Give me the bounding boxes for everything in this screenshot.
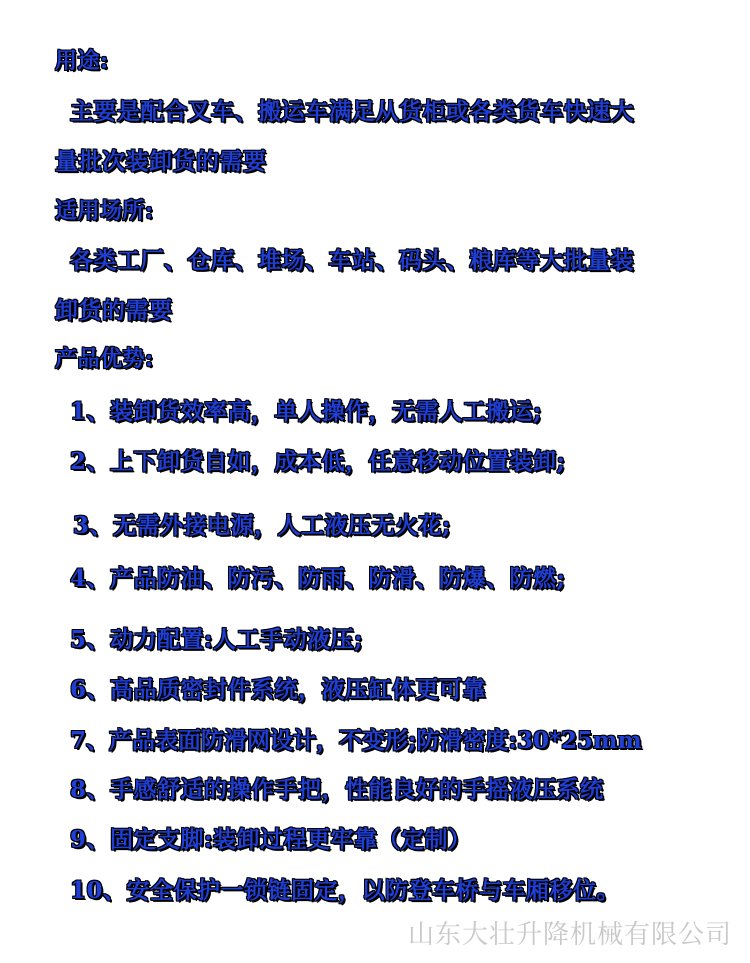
advantage-item-5: 5、动力配置:人工手动液压; xyxy=(70,626,363,653)
advantage-item-8: 8、手感舒适的操作手把，性能良好的手摇液压系统 xyxy=(70,776,604,803)
advantage-item-3: 3、无需外接电源，人工液压无火花; xyxy=(73,512,451,539)
places-text-line-2: 卸货的需要 xyxy=(55,297,173,324)
advantage-item-1: 1、装卸货效率高，单人操作，无需人工搬运; xyxy=(70,398,542,425)
places-heading: 适用场所: xyxy=(55,198,154,224)
advantage-item-2: 2、上下卸货自如，成本低，任意移动位置装卸; xyxy=(70,448,566,475)
company-watermark: 山东大壮升降机械有限公司 xyxy=(407,920,732,950)
places-text-line-1: 各类工厂、仓库、堆场、车站、码头、粮库等大批量装 xyxy=(70,247,634,274)
advantage-item-4: 4、产品防油、防污、防雨、防滑、防爆、防燃; xyxy=(70,565,566,592)
usage-text-line-2: 量批次装卸货的需要 xyxy=(55,148,267,175)
advantage-item-7: 7、产品表面防滑网设计，不变形;防滑密度:30*25mm xyxy=(70,727,642,754)
advantage-item-9: 9、固定支脚:装卸过程更牢靠（定制） xyxy=(70,826,472,853)
advantage-item-6: 6、高品质密封件系统，液压缸体更可靠 xyxy=(70,676,487,703)
usage-heading: 用途: xyxy=(55,48,109,74)
advantage-item-10: 10、安全保护一锁链固定，以防登车桥与车厢移位。 xyxy=(70,877,621,904)
usage-text-line-1: 主要是配合叉车、搬运车满足从货柜或各类货车快速大 xyxy=(70,98,634,125)
advantages-heading: 产品优势: xyxy=(55,346,154,372)
